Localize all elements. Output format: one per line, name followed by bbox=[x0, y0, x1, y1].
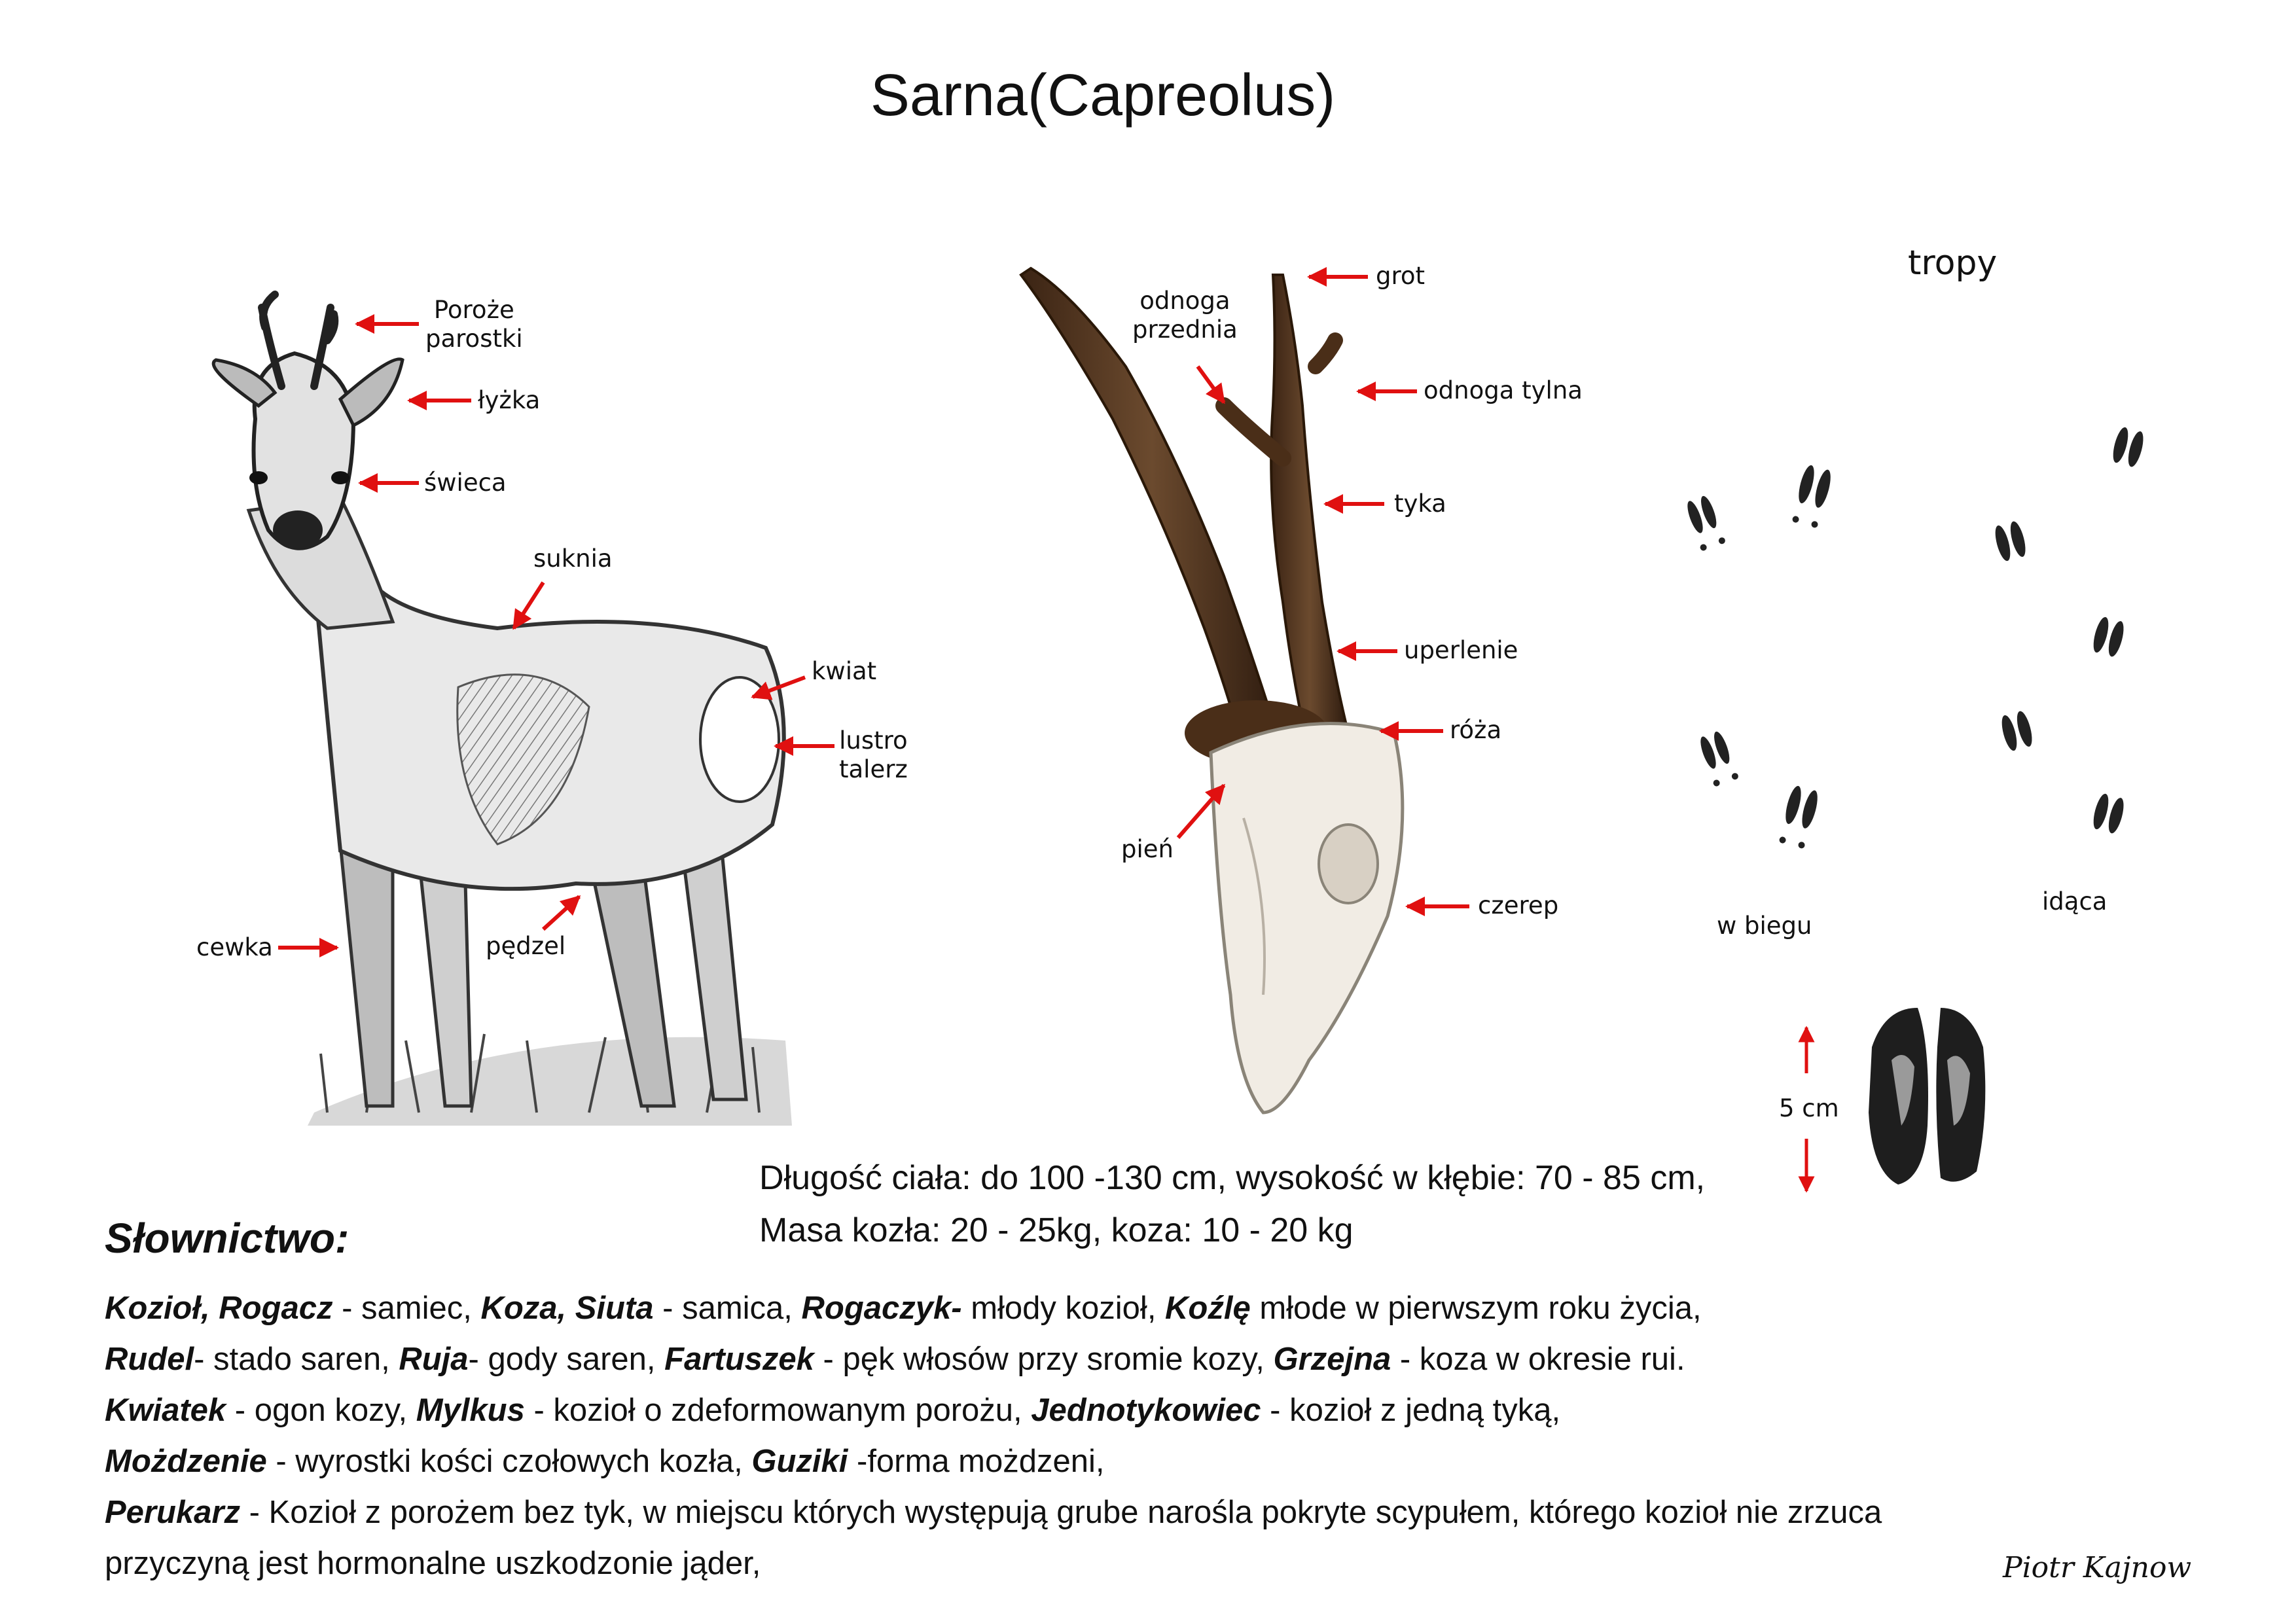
vocabulary-definition: młody kozioł, bbox=[961, 1291, 1166, 1326]
vocabulary-term: Jednotykowiec bbox=[1031, 1393, 1261, 1428]
author-signature: Piotr Kajnow bbox=[2003, 1551, 2192, 1584]
vocabulary-term: Rudel bbox=[105, 1342, 194, 1377]
label-lustro bbox=[839, 726, 908, 784]
hoof-print-icon bbox=[1869, 1008, 1985, 1185]
antler-skull-illustration bbox=[1021, 268, 1403, 1113]
vocabulary-term: Koza, Siuta bbox=[480, 1291, 654, 1326]
label-odnoga-przednia-line2: przednia bbox=[1132, 315, 1238, 344]
vocabulary-line bbox=[105, 1385, 2199, 1436]
label-pedzel: pędzel bbox=[486, 932, 566, 960]
label-odnoga-przednia-line1: odnoga bbox=[1139, 287, 1230, 315]
vocabulary-definition: młode w pierwszym roku życia, bbox=[1250, 1291, 1702, 1326]
vocabulary-definition: - samiec, bbox=[332, 1291, 481, 1326]
vocabulary-heading: Słownictwo: bbox=[105, 1215, 350, 1262]
label-idaca: idąca bbox=[2042, 887, 2108, 916]
label-roza: róża bbox=[1450, 716, 1502, 744]
vocabulary-term: Fartuszek bbox=[664, 1342, 814, 1377]
label-czerep: czerep bbox=[1478, 891, 1559, 919]
label-cewka: cewka bbox=[196, 933, 273, 961]
vocabulary-definition: - pęk włosów przy sromie kozy, bbox=[814, 1342, 1274, 1377]
label-poroze-line1: Poroże bbox=[433, 296, 514, 324]
vocabulary-line bbox=[105, 1334, 2199, 1385]
label-pien: pień bbox=[1121, 835, 1174, 863]
vocabulary-line bbox=[105, 1487, 2199, 1538]
vocabulary-definition: - koza w okresie rui. bbox=[1391, 1342, 1685, 1377]
tracks-title: tropy bbox=[1908, 243, 1998, 283]
vocabulary-definition: -forma możdzeni, bbox=[848, 1444, 1105, 1479]
vocabulary-definition: - ogon kozy, bbox=[226, 1393, 416, 1428]
vocabulary-term: Guziki bbox=[751, 1444, 848, 1479]
label-scale: 5 cm bbox=[1779, 1094, 1839, 1122]
label-lustro-line1: lustro bbox=[839, 726, 908, 755]
label-w-biegu: w biegu bbox=[1717, 912, 1812, 940]
label-lyzka: łyżka bbox=[478, 386, 541, 414]
label-talerz: talerz bbox=[839, 755, 908, 783]
vocabulary-line bbox=[105, 1538, 2199, 1589]
walking-tracks-icon bbox=[1992, 426, 2146, 835]
label-suknia: suknia bbox=[533, 544, 613, 573]
vocabulary-term: Możdzenie bbox=[105, 1444, 267, 1479]
vocabulary-term: Perukarz bbox=[105, 1495, 241, 1530]
vocabulary-term: Kozioł, Rogacz bbox=[105, 1291, 333, 1326]
vocabulary-term: Mylkus bbox=[416, 1393, 525, 1428]
vocabulary-definition: - kozioł z jedną tyką, bbox=[1261, 1393, 1561, 1428]
roe-deer-illustration bbox=[213, 294, 792, 1126]
vocabulary-definition: - samica, bbox=[653, 1291, 802, 1326]
label-tyka: tyka bbox=[1394, 490, 1446, 518]
vocabulary-definition: - wyrostki kości czołowych kozła, bbox=[266, 1444, 752, 1479]
vocabulary-term: Koźlę bbox=[1165, 1291, 1251, 1326]
vocabulary-definition: - gody saren, bbox=[468, 1342, 665, 1377]
dimensions-line-2: Masa kozła: 20 - 25kg, koza: 10 - 20 kg bbox=[759, 1211, 1354, 1249]
label-uperlenie: uperlenie bbox=[1404, 636, 1518, 664]
running-tracks-icon bbox=[1684, 464, 1834, 849]
vocabulary-definition: - kozioł o zdeformowanym porożu, bbox=[524, 1393, 1031, 1428]
label-parostki: parostki bbox=[425, 325, 523, 353]
page-title: Sarna(Capreolus) bbox=[870, 63, 1336, 128]
vocabulary-term: Grzejna bbox=[1273, 1342, 1391, 1377]
vocabulary-term: Kwiatek bbox=[105, 1393, 226, 1428]
vocabulary-definition: - Kozioł z porożem bez tyk, w miejscu których występują grube narośla pokryte scypułem, którego kozioł nie zrzuca bbox=[240, 1495, 1882, 1530]
vocabulary-definition: - stado saren, bbox=[194, 1342, 399, 1377]
label-kwiat: kwiat bbox=[812, 657, 877, 685]
vocabulary-term: Ruja bbox=[399, 1342, 469, 1377]
dimensions-line-1: Długość ciała: do 100 -130 cm, wysokość w kłębie: 70 - 85 cm, bbox=[759, 1159, 1706, 1197]
label-odnoga-tylna: odnoga tylna bbox=[1424, 376, 1583, 404]
vocabulary-term: Rogaczyk- bbox=[801, 1291, 962, 1326]
label-grot: grot bbox=[1376, 262, 1426, 290]
vocabulary-definition: przyczyną jest hormonalne uszkodzonie jąder, bbox=[105, 1546, 761, 1581]
label-poroze bbox=[425, 296, 523, 353]
label-swieca: świeca bbox=[424, 469, 507, 497]
vocabulary-list bbox=[105, 1283, 2199, 1589]
vocabulary-line bbox=[105, 1436, 2199, 1487]
body-dimensions bbox=[759, 1152, 1705, 1257]
vocabulary-line bbox=[105, 1283, 2199, 1334]
label-odnoga-przednia bbox=[1132, 287, 1238, 344]
